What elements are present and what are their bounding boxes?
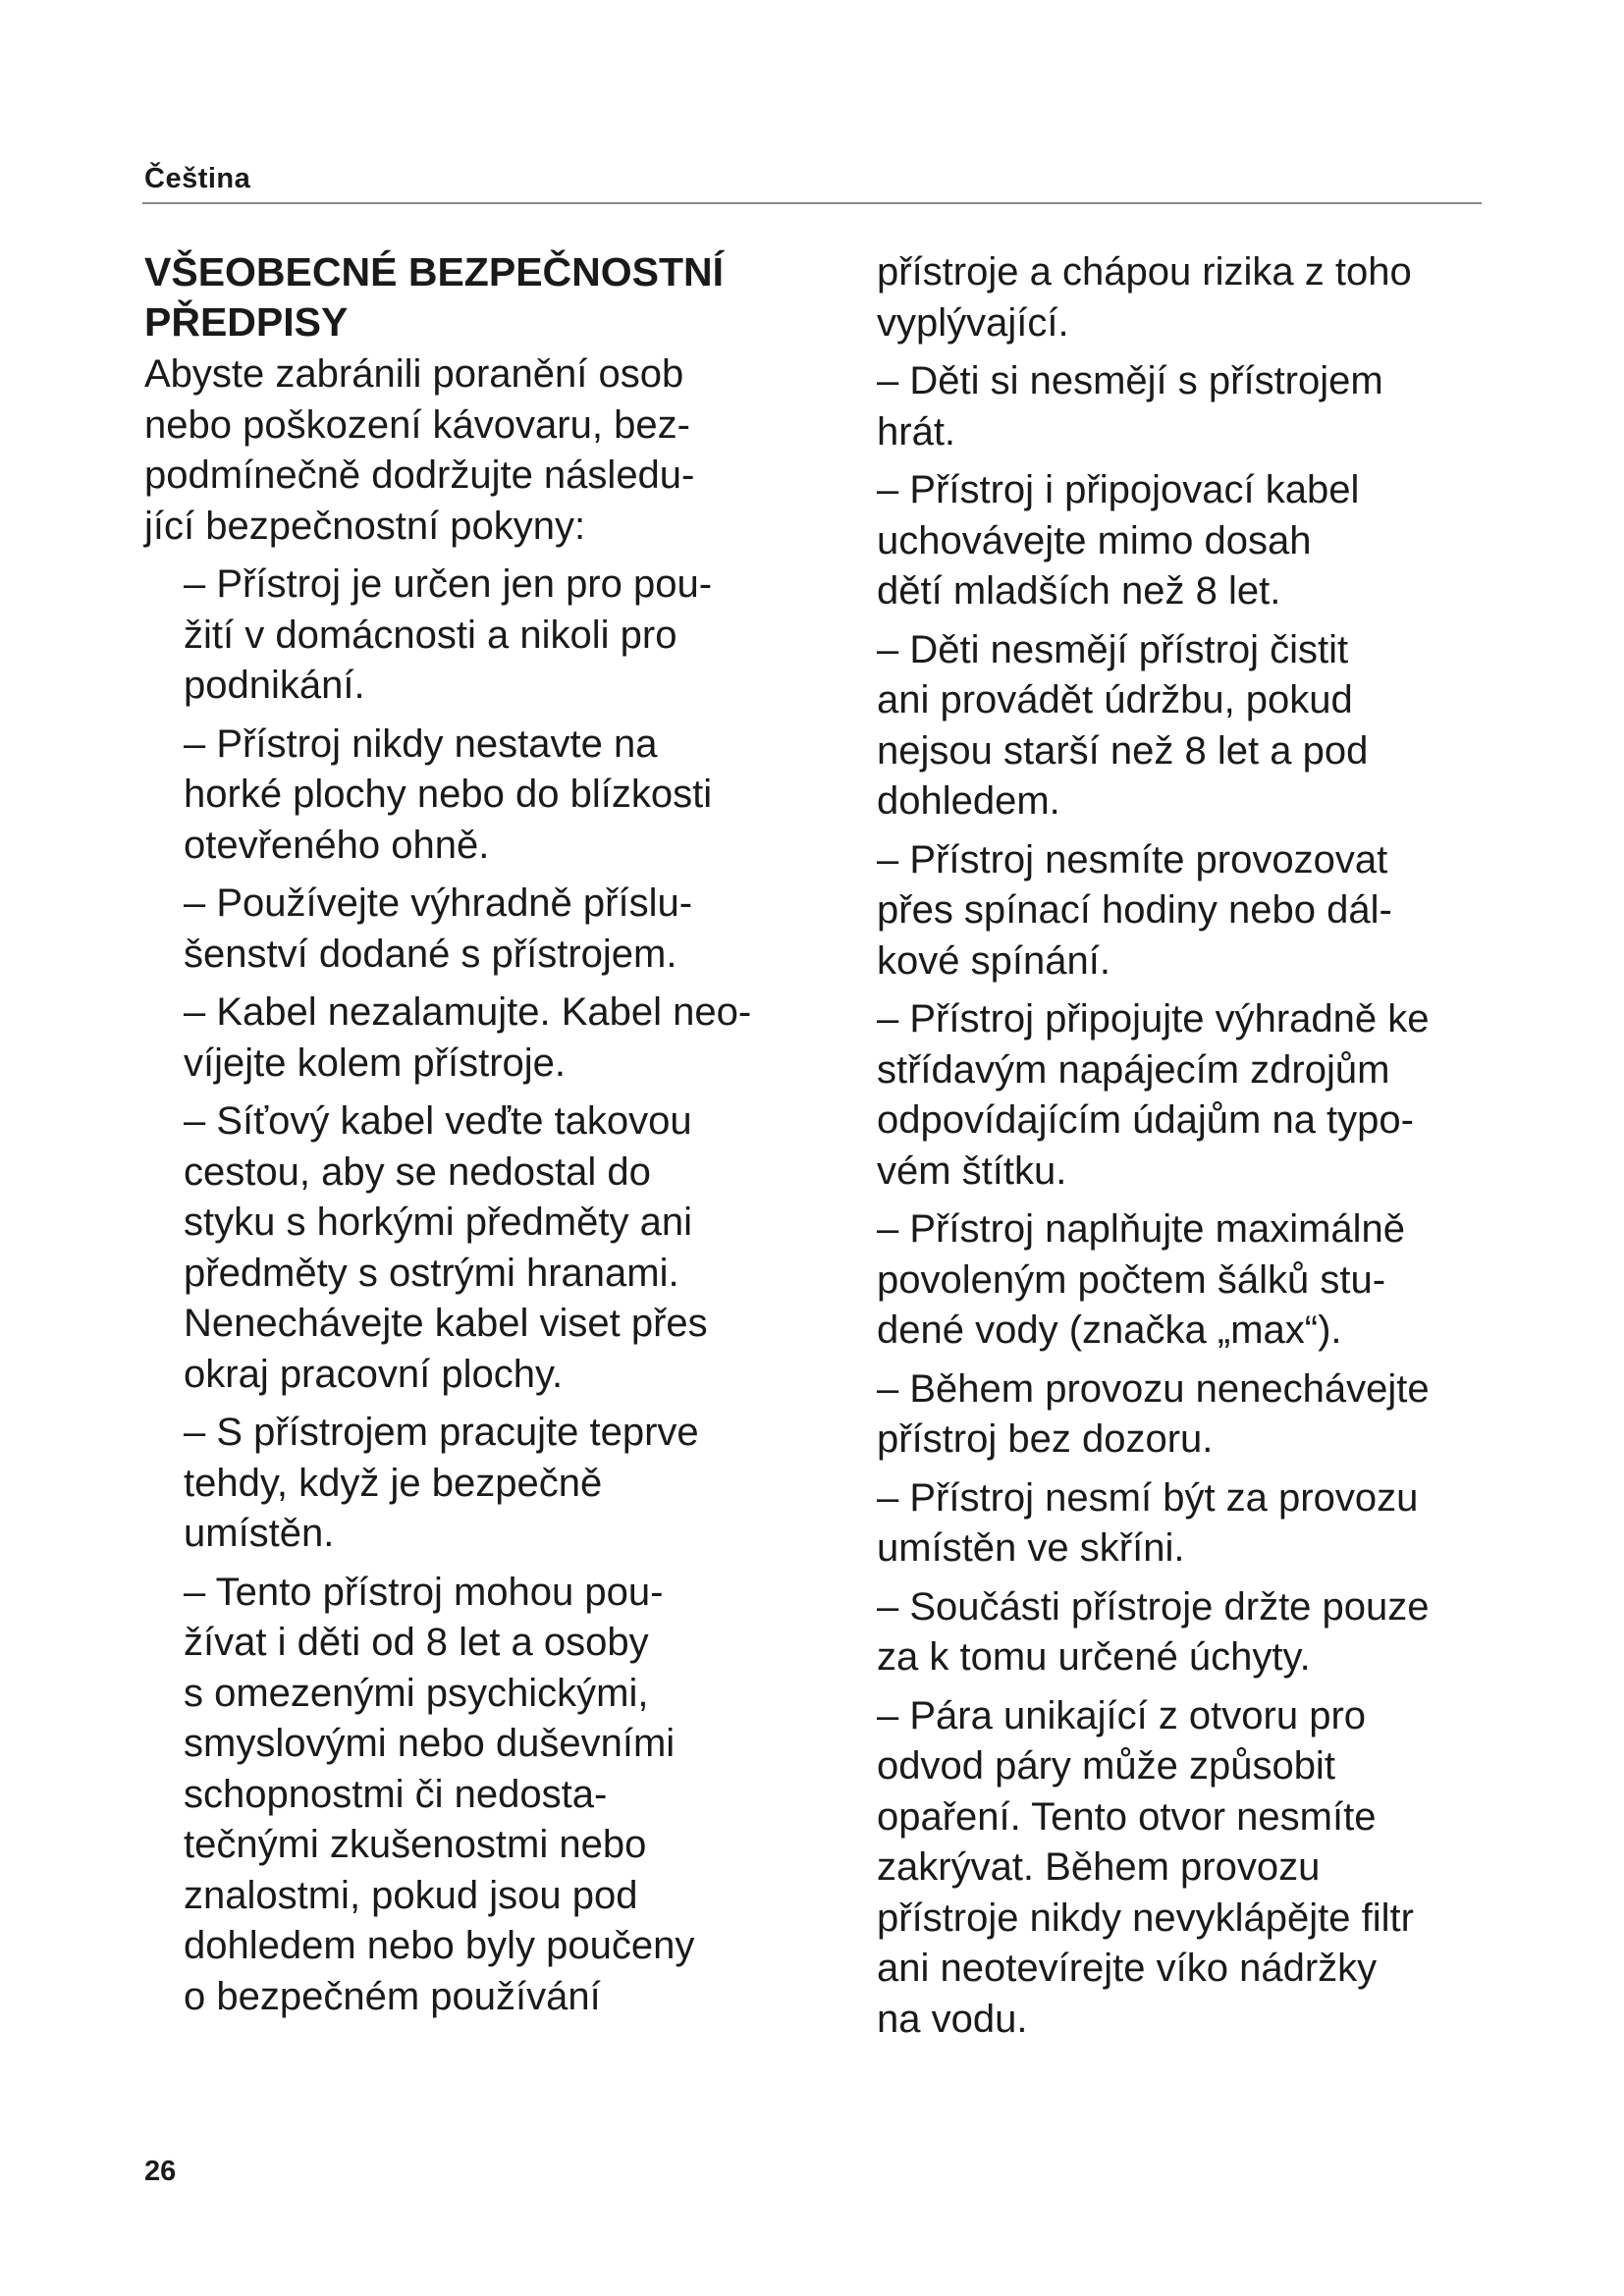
safety-instruction (877, 994, 1505, 1197)
title-line: PŘEDPISY (144, 299, 349, 345)
safety-instruction (877, 835, 1505, 988)
instruction-line: schopnostmi či nedosta- (184, 1772, 608, 1816)
safety-instruction (144, 879, 822, 980)
left-instruction-list (144, 560, 822, 2022)
instruction-line: přes spínací hodiny nebo dál- (877, 888, 1392, 932)
instruction-line: vém štítku. (877, 1148, 1067, 1193)
instruction-line: vyplývající. (877, 300, 1069, 345)
safety-instruction (877, 1364, 1505, 1466)
instruction-line: – Kabel nezalamujte. Kabel neo- (184, 990, 752, 1034)
intro-line: nebo poškození kávovaru, bez- (144, 402, 690, 447)
instruction-line: umístěn. (184, 1512, 335, 1555)
intro-line: jící bezpečnostní pokyny: (144, 504, 586, 548)
instruction-line: tečnými zkušenostmi nebo (184, 1823, 647, 1866)
instruction-line: s omezenými psychickými, (184, 1671, 649, 1715)
instruction-line: – Síťový kabel veďte takovou (184, 1099, 692, 1143)
instruction-line: dené vody (značka „max“). (877, 1308, 1342, 1352)
instruction-line: za k tomu určené úchyty. (877, 1635, 1311, 1679)
section-title (144, 247, 822, 347)
instruction-line: otevřeného ohně. (184, 823, 490, 867)
instruction-line: o bezpečném používání (184, 1974, 601, 2018)
instruction-line: – Přístroj nesmí být za provozu (877, 1475, 1419, 1520)
instruction-line: dohledem nebo byly poučeny (184, 1924, 695, 1967)
instruction-line: – Děti nesmějí přístroj čistit (877, 627, 1349, 671)
instruction-line: nejsou starší než 8 let a pod (877, 728, 1369, 773)
left-column (144, 247, 822, 2030)
instruction-line: horké plochy nebo do blízkosti (184, 773, 713, 816)
instruction-line: – Tento přístroj mohou pou- (184, 1570, 664, 1614)
intro-paragraph (144, 349, 822, 552)
safety-instruction (877, 625, 1505, 828)
instruction-line: podnikání. (184, 664, 365, 707)
instruction-line: cestou, aby se nedostal do (184, 1149, 651, 1194)
instruction-line: uchovávejte mimo dosah (877, 518, 1312, 562)
instruction-line: na vodu. (877, 1997, 1028, 2041)
instruction-line: – Přístroj připojujte výhradně ke (877, 997, 1430, 1041)
intro-line: Abyste zabránili poranění osob (144, 352, 684, 396)
instruction-line: – Přístroj naplňujte maximálně (877, 1207, 1406, 1251)
instruction-line: dohledem. (877, 779, 1060, 823)
instruction-line: víjejte kolem přístroje. (184, 1041, 567, 1085)
instruction-line: odvod páry může způsobit (877, 1744, 1335, 1788)
instruction-line: – Přístroj nesmíte provozovat (877, 837, 1388, 881)
instruction-line: – Pára unikající z otvoru pro (877, 1693, 1367, 1737)
instruction-line: dětí mladších než 8 let. (877, 569, 1281, 613)
instruction-line: – Součásti přístroje držte pouze (877, 1584, 1430, 1629)
instruction-line: okraj pracovní plochy. (184, 1352, 564, 1396)
intro-line: podmínečně dodržujte následu- (144, 454, 695, 497)
right-instruction-list (877, 247, 1505, 2045)
instruction-line: tehdy, když je bezpečně (184, 1461, 603, 1505)
page-number: 26 (144, 2156, 177, 2187)
instruction-line: Nenechávejte kabel viset přes (184, 1302, 708, 1345)
instruction-line: – Přístroj je určen jen pro pou- (184, 562, 713, 606)
safety-instruction (144, 1408, 822, 1560)
instruction-line: – Přístroj i připojovací kabel (877, 468, 1360, 511)
safety-instruction (877, 1204, 1505, 1357)
instruction-line: povoleným počtem šálků stu- (877, 1257, 1386, 1302)
instruction-line: styku s horkými předměty ani (184, 1201, 692, 1244)
instruction-line: – Přístroj nikdy nestavte na (184, 721, 658, 766)
header-divider (142, 202, 1482, 204)
safety-instruction (144, 988, 822, 1089)
instruction-line: umístěn ve skříni. (877, 1526, 1185, 1570)
safety-instruction (144, 1096, 822, 1400)
instruction-line: šenství dodané s přístrojem. (184, 932, 677, 976)
instruction-line: – Během provozu nenechávejte (877, 1366, 1430, 1411)
title-line: VŠEOBECNÉ BEZPEČNOSTNÍ (144, 249, 725, 294)
instruction-line: ani provádět údržbu, pokud (877, 678, 1353, 721)
instruction-line: smyslovými nebo duševními (184, 1722, 676, 1765)
safety-instruction (877, 1582, 1505, 1683)
instruction-line: znalostmi, pokud jsou pod (184, 1873, 638, 1917)
instruction-line: přístroje a chápou rizika z toho (877, 250, 1412, 294)
right-column (877, 247, 1505, 2053)
instruction-line: žívat i děti od 8 let a osoby (184, 1621, 649, 1664)
instruction-line: přístroje nikdy nevyklápějte filtr (877, 1896, 1414, 1940)
safety-instruction (877, 1473, 1505, 1575)
instruction-line: ani neotevírejte víko nádržky (877, 1947, 1378, 1990)
instruction-line: – Děti si nesmějí s přístrojem (877, 359, 1383, 402)
instruction-line: zakrývat. Během provozu (877, 1845, 1321, 1889)
instruction-line: střídavým napájecím zdrojům (877, 1047, 1390, 1092)
safety-instruction (144, 720, 822, 872)
safety-instruction (144, 1568, 822, 2023)
instruction-line: předměty s ostrými hranami. (184, 1251, 679, 1295)
safety-instruction (877, 356, 1505, 457)
instruction-line: žití v domácnosti a nikoli pro (184, 613, 677, 657)
instruction-line: kové spínání. (877, 938, 1110, 983)
instruction-line: – Používejte výhradně příslu- (184, 881, 693, 925)
safety-instruction (877, 465, 1505, 617)
instruction-line: – S přístrojem pracujte teprve (184, 1411, 699, 1454)
safety-instruction (877, 1691, 1505, 2046)
language-label: Čeština (144, 163, 251, 194)
instruction-line: přístroj bez dozoru. (877, 1417, 1214, 1461)
instruction-line: opaření. Tento otvor nesmíte (877, 1794, 1377, 1839)
instruction-line: odpovídajícím údajům na typo- (877, 1098, 1414, 1142)
safety-instruction (877, 247, 1505, 348)
safety-instruction (144, 560, 822, 712)
instruction-line: hrát. (877, 409, 956, 454)
